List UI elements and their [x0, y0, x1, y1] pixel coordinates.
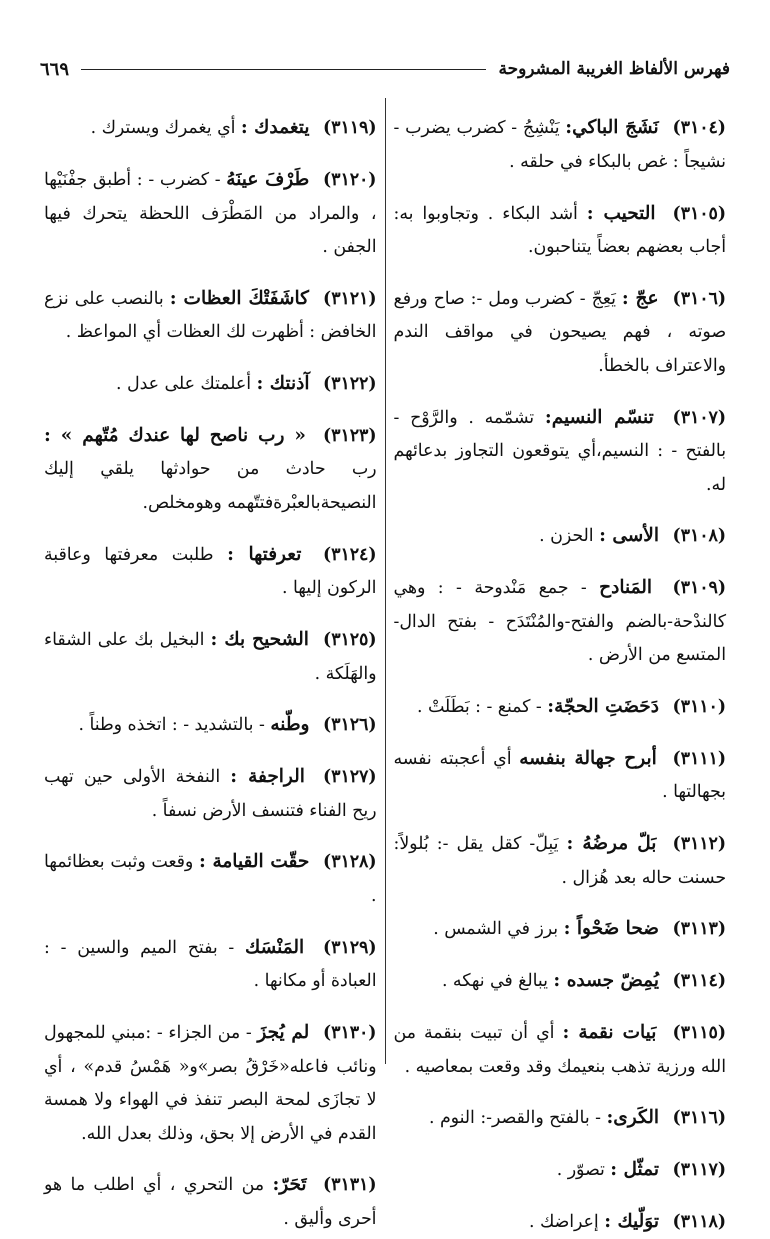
- entry-number: (٣١٢٨): [323, 852, 377, 873]
- entry-term: المَنادح: [599, 577, 653, 599]
- entry-number: (٣١١٩): [322, 118, 377, 139]
- entry-definition: أعلمتك على عدل .: [116, 374, 251, 395]
- entry-definition: طلبت معرفتها وعاقبة الركون إليها .: [44, 544, 377, 599]
- glossary-entry: [394, 519, 727, 554]
- entry-definition: يبالغ في نهكه .: [441, 971, 548, 992]
- entry-number: (٣١١٤): [672, 971, 726, 992]
- glossary-entry: [394, 1205, 727, 1239]
- glossary-entry: [44, 367, 377, 402]
- entry-term: توَلّيك :: [604, 1210, 659, 1232]
- entry-definition: من التحري ، أي اطلب ما هو أحرى وأليق .: [44, 1175, 377, 1229]
- entry-term: وطّنه: [270, 714, 310, 736]
- entry-term: « رب ناصح لها عندك مُتّهم » :: [44, 424, 306, 446]
- glossary-entry: [394, 197, 727, 265]
- glossary-entry: [44, 708, 377, 743]
- two-column-body: [36, 94, 734, 1232]
- entry-number: (٣١٠٦): [672, 288, 727, 309]
- entry-definition: برز في الشمس .: [433, 919, 559, 940]
- glossary-entry: [44, 760, 377, 828]
- glossary-entry: [394, 571, 727, 673]
- running-title: فهرس الألفاظ الغريبة المشروحة: [498, 59, 730, 79]
- entry-term: طَرْفَ عينَهُ: [226, 169, 310, 191]
- entry-number: (٣١١٧): [672, 1160, 726, 1181]
- entry-number: (٣١١٦): [672, 1108, 726, 1129]
- entry-definition: رب حادث من حوادثها يلقي إليك النصيحةبالعبْرةفتتّهمه وهومخلص.: [44, 459, 377, 513]
- entry-number: (٣١١٥): [672, 1023, 726, 1044]
- entry-definition: - بالتشديد - : اتخذه وطناً .: [78, 715, 265, 736]
- glossary-entry: [44, 1168, 377, 1236]
- entry-number: (٣١٠٨): [672, 526, 726, 547]
- page-number: ٦٦٩: [40, 58, 70, 80]
- entry-number: (٣١٢٢): [322, 374, 377, 395]
- entry-term: آذنتك :: [256, 373, 310, 395]
- entry-term: المَنْسَك: [245, 936, 305, 958]
- glossary-entry: [44, 419, 377, 521]
- entry-number: (٣١٢٦): [322, 715, 377, 736]
- entry-term: الراجفة :: [230, 766, 305, 788]
- entry-term: بَيات نقمة :: [562, 1022, 657, 1044]
- entry-definition: بالنصب على نزع الخافض : أظهرت لك العظات أي المواعظ .: [44, 288, 377, 343]
- column-divider: [385, 98, 386, 1064]
- entry-number: (٣١٢٧): [322, 767, 377, 788]
- entry-term: بَلّ مرضُهُ :: [566, 833, 657, 855]
- entry-definition: - كمنع - : بَطَلَتْ .: [416, 697, 542, 718]
- entry-number: (٣١٢٩): [322, 937, 377, 958]
- entry-number: (٣١٣١): [322, 1175, 377, 1196]
- entry-term: تعرفتها :: [227, 543, 302, 565]
- glossary-entry: [44, 845, 377, 913]
- entry-definition: الحزن .: [539, 526, 594, 547]
- entry-number: (٣١١١): [672, 748, 726, 769]
- entry-definition: إعراضك .: [529, 1211, 599, 1232]
- page-header: [40, 56, 730, 82]
- glossary-entry: [394, 742, 727, 810]
- entry-term: الشحيح بك :: [210, 629, 309, 651]
- entry-term: يتغمدك :: [240, 117, 310, 139]
- entry-term: نَشَجَ الباكي:: [565, 117, 659, 139]
- glossary-entry: [394, 401, 727, 503]
- entry-definition: أي أن تبيت بنقمة من الله ورزية تذهب بنعيمك وقد وقعت بمعاصيه .: [393, 1023, 726, 1077]
- entry-number: (٣١٢٥): [323, 630, 377, 651]
- glossary-entry: [394, 1101, 727, 1136]
- glossary-entry: [394, 111, 727, 179]
- entry-term: دَحَضَتِ الحجّة:: [547, 696, 659, 718]
- entry-number: (٣١١٢): [672, 834, 727, 855]
- entry-number: (٣١٢٠): [322, 170, 377, 191]
- glossary-entry: [394, 1153, 727, 1188]
- entry-number: (٣١٢١): [323, 288, 377, 309]
- glossary-entry: [394, 827, 727, 895]
- entry-term: تمثّل :: [610, 1159, 659, 1181]
- entry-definition: البخيل بك على الشقاء والهَلَكة .: [44, 630, 377, 684]
- entry-number: (٣١٢٣): [322, 425, 377, 446]
- entry-definition: وقعت وثبت بعظائمها .: [44, 852, 377, 906]
- entry-number: (٣١٠٩): [672, 578, 726, 599]
- entry-term: الكَرى:: [606, 1107, 659, 1129]
- entry-number: (٣١٣٠): [322, 1023, 377, 1044]
- entry-number: (٣١١٣): [672, 919, 726, 940]
- entry-definition: أي يغمرك ويسترك .: [90, 118, 236, 139]
- entry-term: حقّت القيامة :: [199, 851, 310, 873]
- glossary-entry: [394, 964, 727, 999]
- entry-number: (٣١١٨): [672, 1211, 726, 1232]
- glossary-entry: [44, 163, 377, 265]
- glossary-entry: [44, 111, 377, 146]
- entry-term: يُمِضّ جسده :: [553, 970, 659, 992]
- entry-definition: - بفتح الميم والسين - : العبادة أو مكانها .: [44, 937, 377, 992]
- entry-definition: أي أعجبته نفسه بجهالتها .: [393, 748, 726, 803]
- entry-term: كاشَفَتْكَ العظات :: [169, 287, 309, 309]
- entry-number: (٣١٠٥): [672, 203, 726, 224]
- entry-term: التحيب :: [586, 202, 656, 224]
- entry-definition: - جمع مَنْدوحة - : وهي كالندْحة-بالضم والفتح-والمُنْتَدَح - بفتح الدال- المتسع من الأرض .: [393, 578, 726, 666]
- entry-definition: النفخة الأولى حين تهب ريح الفناء فتنسف الأرض نسفاً .: [44, 767, 377, 821]
- entry-definition: يَعِجّ - كضرب ومل -: صاح ورفع صوته ، فهم يصيحون في مواقف الندم والاعتراف بالخطأ.: [393, 288, 726, 376]
- glossary-entry: [394, 690, 727, 725]
- glossary-entry: [44, 931, 377, 999]
- entry-term: تنسّم النسيم:: [544, 406, 654, 428]
- glossary-entry: [394, 912, 727, 947]
- entry-term: لم يُجزَ: [257, 1022, 310, 1044]
- entry-definition: تصوّر .: [556, 1160, 605, 1181]
- entry-number: (٣١٢٤): [322, 544, 377, 565]
- entry-number: (٣١٠٧): [672, 407, 727, 428]
- glossary-entry: [44, 1016, 377, 1151]
- glossary-entry: [394, 282, 727, 384]
- entry-definition: - من الجزاء - :مبني للمجهول ونائب فاعله«خَرْقُ بصر»و« هَمْسُ قدم» ، أي لا تجازَى لمحة البصر تنفذ في الهواء ولا همسة القدم في الأرض إلا بحق، وذلك بعدل الله.: [44, 1023, 377, 1144]
- entry-term: الأسى :: [599, 525, 659, 547]
- entry-definition: - بالفتح والقصر-: النوم .: [428, 1108, 601, 1129]
- left-column: [36, 94, 385, 1229]
- entry-definition: تشمّمه . والرَّوْح - بالفتح - : النسيم،أي يتوقعون التجاوز بدعائهم له.: [393, 407, 726, 495]
- entry-definition: يَنْشِجُ - كضرب يضرب - نشيجاً : غص بالبكاء في حلقه .: [393, 118, 726, 172]
- glossary-entry: [44, 282, 377, 350]
- glossary-entry: [44, 538, 377, 606]
- entry-number: (٣١٠٤): [672, 118, 726, 139]
- entry-term: ضحا ضَحْواً :: [563, 918, 659, 940]
- header-rule: [81, 69, 486, 70]
- entry-definition: يَبِلّ- كقل يقل -: بُلولاً: حسنت حاله بعد هُزال .: [393, 834, 726, 888]
- entry-term: عجّ :: [621, 287, 659, 309]
- entry-term: تَحَرّ:: [272, 1174, 307, 1196]
- entry-definition: أشد البكاء . وتجاوبوا به: أجاب بعضهم بعضاً يتناحبون.: [393, 203, 726, 258]
- glossary-entry: [394, 1016, 727, 1084]
- entry-number: (٣١١٠): [672, 697, 726, 718]
- glossary-entry: [44, 623, 377, 691]
- entry-definition: - كضرب - : أطبق جفْنَيْها ، والمراد من المَطْرَف اللحظة يتحرك فيها الجفن .: [44, 170, 377, 258]
- right-column: [386, 94, 735, 1232]
- entry-term: أبرح جهالة بنفسه: [519, 747, 657, 769]
